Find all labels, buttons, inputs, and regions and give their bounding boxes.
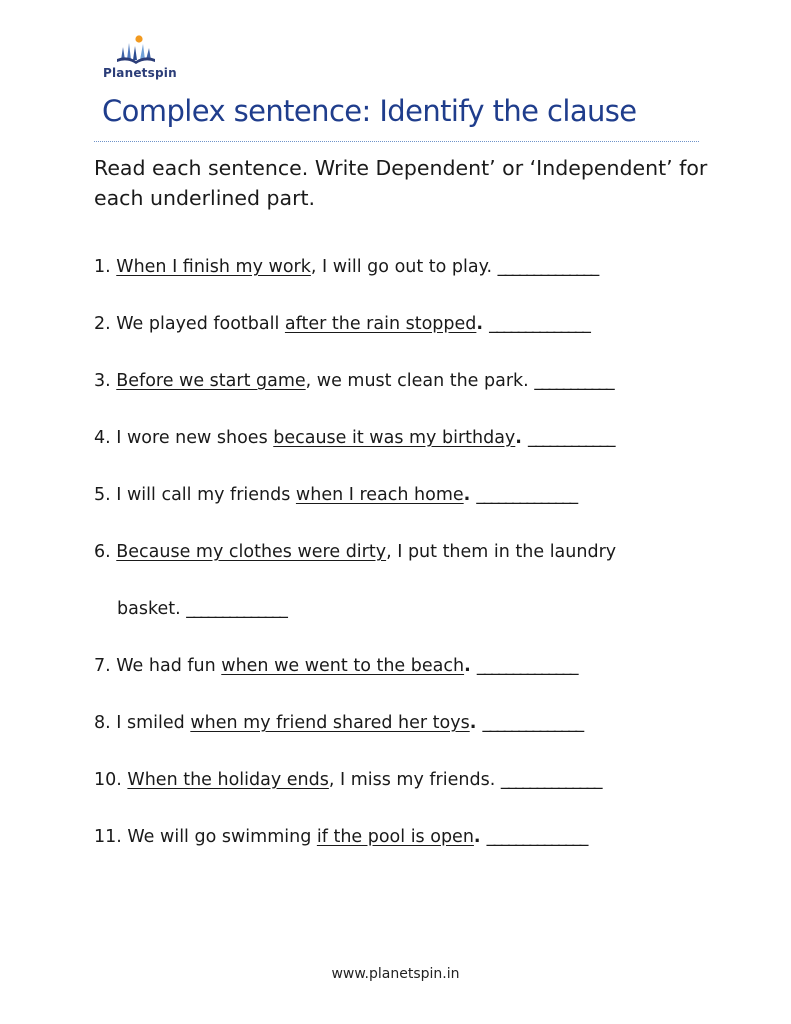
question-number: 4. [94,428,117,448]
question-6 [94,539,616,565]
question-text: We had fun [116,656,222,676]
question-text-end: , we must clean the park. [305,371,535,391]
underlined-clause: Because my clothes were dirty [116,542,387,562]
underlined-clause: if the pool is open [316,827,474,847]
question-number: 5. [94,485,117,505]
question-number: 2. [94,314,117,334]
question-list [94,254,616,881]
question-11 [94,824,616,850]
question-text-end: . [464,656,477,676]
question-2 [94,311,616,337]
answer-blank[interactable]: ___________ [534,371,613,391]
question-text: We will go swimming [127,827,317,847]
underlined-clause: when I reach home [295,485,464,505]
question-7 [94,653,616,679]
question-number: 6. [94,542,117,562]
answer-blank[interactable]: ____________ [528,428,614,448]
question-number: 10. [94,770,128,790]
logo-text: Planetspin [103,66,177,80]
question-number: 11. [94,827,128,847]
question-text-continued: basket. [117,599,187,619]
answer-blank[interactable]: ______________ [486,827,587,847]
answer-blank[interactable]: ______________ [482,713,583,733]
answer-blank[interactable]: ______________ [489,314,590,334]
question-text-end: . [473,827,487,847]
question-text: I smiled [116,713,191,733]
question-number: 1. [94,257,117,277]
answer-blank[interactable]: ______________ [476,485,577,505]
question-5 [94,482,616,508]
footer-url: www.planetspin.in [331,966,460,982]
question-3 [94,368,616,394]
question-text-end: . [463,485,477,505]
underlined-clause: because it was my birthday [273,428,516,448]
question-text-end: . [515,428,529,448]
question-number: 8. [94,713,117,733]
answer-blank[interactable]: ______________ [476,656,577,676]
question-1 [94,254,616,280]
open-book-logo-icon [113,34,159,64]
question-text-end: . [469,713,483,733]
question-4 [94,425,616,451]
question-text: We played football [116,314,285,334]
question-text-end: , I put them in the laundry [386,542,617,562]
underlined-clause: When the holiday ends [127,770,329,790]
question-text: I wore new shoes [116,428,274,448]
question-number: 3. [94,371,117,391]
page-title: Complex sentence: Identify the clause [102,94,637,128]
answer-blank[interactable]: ______________ [186,599,287,619]
brand-logo [103,34,183,80]
question-text-end: , I miss my friends. [328,770,501,790]
underlined-clause: When I finish my work [116,257,311,277]
question-text-end: , I will go out to play. [310,257,498,277]
question-text-end: . [476,314,490,334]
question-number: 7. [94,656,117,676]
underlined-clause: when my friend shared her toys [190,713,470,733]
title-divider [94,141,699,142]
answer-blank[interactable]: ______________ [497,257,598,277]
question-6-continuation [94,596,616,622]
question-text: I will call my friends [116,485,296,505]
question-10 [94,767,616,793]
underlined-clause: Before we start game [116,371,306,391]
underlined-clause: after the rain stopped [284,314,477,334]
underlined-clause: when we went to the beach [221,656,465,676]
instructions-text: Read each sentence. Write Dependent’ or ‘Independent’ for each underlined part. [94,156,708,210]
answer-blank[interactable]: ______________ [500,770,601,790]
question-8 [94,710,616,736]
